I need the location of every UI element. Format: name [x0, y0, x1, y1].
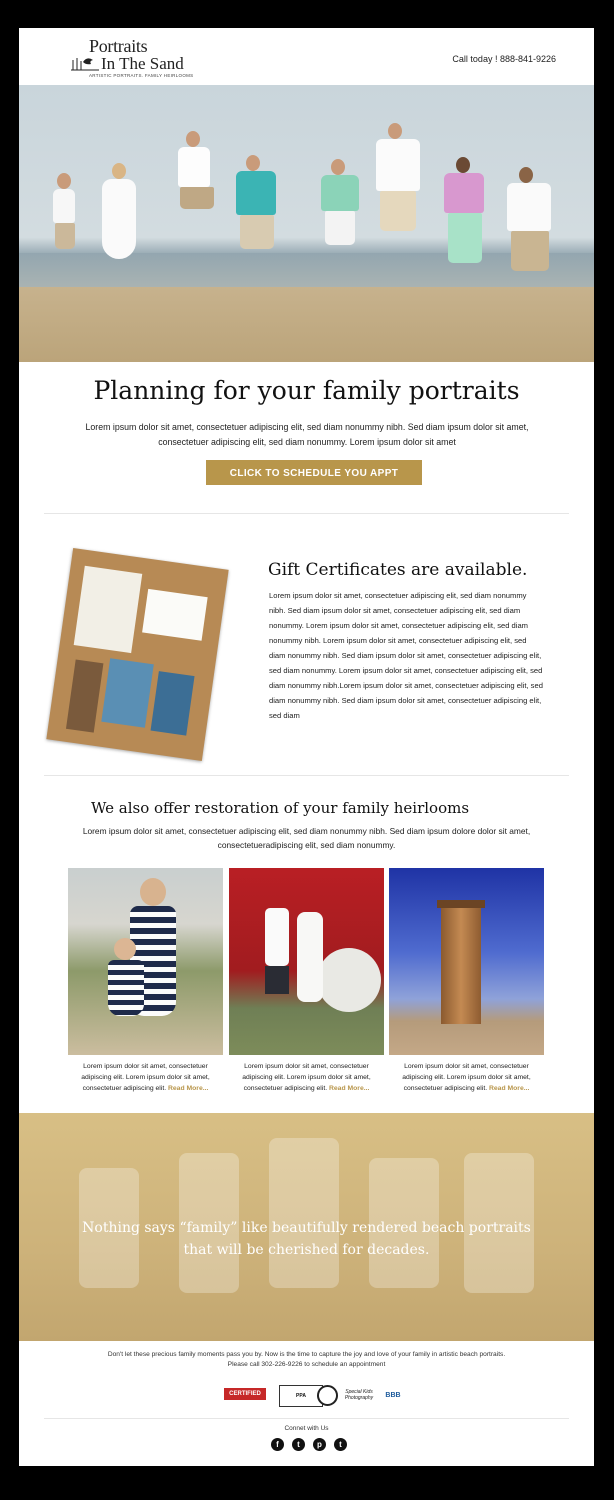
- logo-tagline: ARTISTIC PORTRAITS. FAMILY HEIRLOOMS: [89, 73, 194, 78]
- quote-text: Nothing says “family” like beautifully rendered beach portraits that will be cherished for decades.: [82, 1220, 531, 1258]
- planning-title: Planning for your family portraits: [93, 376, 520, 405]
- gift-title: Gift Certificates are available.: [268, 560, 528, 580]
- special-kids-badge: Special Kids Photography: [344, 1389, 374, 1401]
- connect-label: Connet with Us: [284, 1425, 329, 1432]
- footer-text: Don't let these precious family moments pass you by. Now is the time to capture the joy and love of your family in artistic beach portraits. Please call 302-226-9226 to schedule an appointment: [107, 1351, 506, 1368]
- email-page: [19, 28, 594, 1466]
- hero-image: [19, 85, 594, 362]
- header: [19, 28, 594, 85]
- phone-number[interactable]: Call today ! 888-841-9226: [452, 54, 556, 64]
- facebook-icon[interactable]: f: [271, 1438, 284, 1451]
- logo-line2: In The Sand: [101, 54, 184, 73]
- schedule-appointment-button[interactable]: CLICK TO SCHEDULE YOU APPT TODAY: [206, 460, 422, 485]
- restoration-text: Lorem ipsum dolor sit amet, consectetuer adipiscing elit, sed diam nonummy nibh. Sed diam ipsum dolore dolor sit amet, consectetueradipiscing elit, sed diam nonummy.: [82, 826, 531, 850]
- card-image-family-lightship[interactable]: [229, 868, 384, 1055]
- ppa-badge: PPA: [279, 1385, 323, 1407]
- twitter-icon[interactable]: t: [334, 1438, 347, 1451]
- card-image-lighthouse[interactable]: [389, 868, 544, 1055]
- divider: [44, 513, 569, 514]
- seal-badge: [317, 1385, 338, 1406]
- hero-sand: [19, 287, 594, 362]
- card-image-children[interactable]: [68, 868, 223, 1055]
- logo-line1: Portraits: [89, 36, 148, 56]
- card-text: Lorem ipsum dolor sit amet, consectetuer adipiscing elit. Lorem ipsum dolor sit amet, consectetuer adipiscing elit. Read More...: [81, 1063, 210, 1092]
- logo[interactable]: [71, 36, 206, 82]
- card-text: Lorem ipsum dolor sit amet, consectetuer adipiscing elit. Lorem ipsum dolor sit amet, consectetuer adipiscing elit. Read More...: [402, 1063, 531, 1092]
- read-more-link[interactable]: Read More...: [167, 1085, 209, 1092]
- card-text: Lorem ipsum dolor sit amet, consectetuer adipiscing elit. Lorem ipsum dolor sit amet, consectetuer adipiscing elit. Read More...: [242, 1063, 371, 1092]
- bbb-badge: BBB: [385, 1391, 401, 1399]
- planning-text: Lorem ipsum dolor sit amet, consectetuer adipiscing elit, sed diam nonummy nibh. Sed diam ipsum dolor sit amet, consectetuer adipiscing elit, sed diam nonummy. Lorem ipsum dolor sit amet: [85, 422, 529, 447]
- divider: [44, 775, 569, 776]
- gift-certificate-image: [46, 548, 228, 761]
- read-more-link[interactable]: Read More...: [488, 1085, 530, 1092]
- certified-badge: CERTIFIED: [224, 1388, 266, 1400]
- restoration-title: We also offer restoration of your family heirlooms: [90, 799, 470, 817]
- tumblr-icon[interactable]: t: [292, 1438, 305, 1451]
- gift-text: Lorem ipsum dolor sit amet, consectetuer adipiscing elit, sed diam nonummy nibh. Sed diam ipsum dolor sit amet, consectetuer adipiscing elit, sed diam nonummy. Lorem ipsum dolor sit amet, consectetuer adipiscing elit, sed diam nonummy nibh. Lorem ipsum dolor sit amet, consectetuer adipiscing elit, sed diam nonummy nibh. Sed diam ipsum dolor sit amet, consectetuer adipiscing elit, sed diam nonummy. Lorem ipsum dolor sit amet, consectetuer adipiscing elit, sed diam nonummy nibh.Lorem ipsum dolor sit amet, consectetuer adipiscing elit, sed diam nonummy nibh. Sed diam ipsum dolor sit amet, consectetuer adipiscing elit, sed diam: [269, 591, 543, 720]
- read-more-link[interactable]: Read More...: [328, 1085, 370, 1092]
- hero-sea: [19, 253, 594, 287]
- pinterest-icon[interactable]: p: [313, 1438, 326, 1451]
- bird-icon: [71, 52, 99, 72]
- divider: [44, 1418, 569, 1419]
